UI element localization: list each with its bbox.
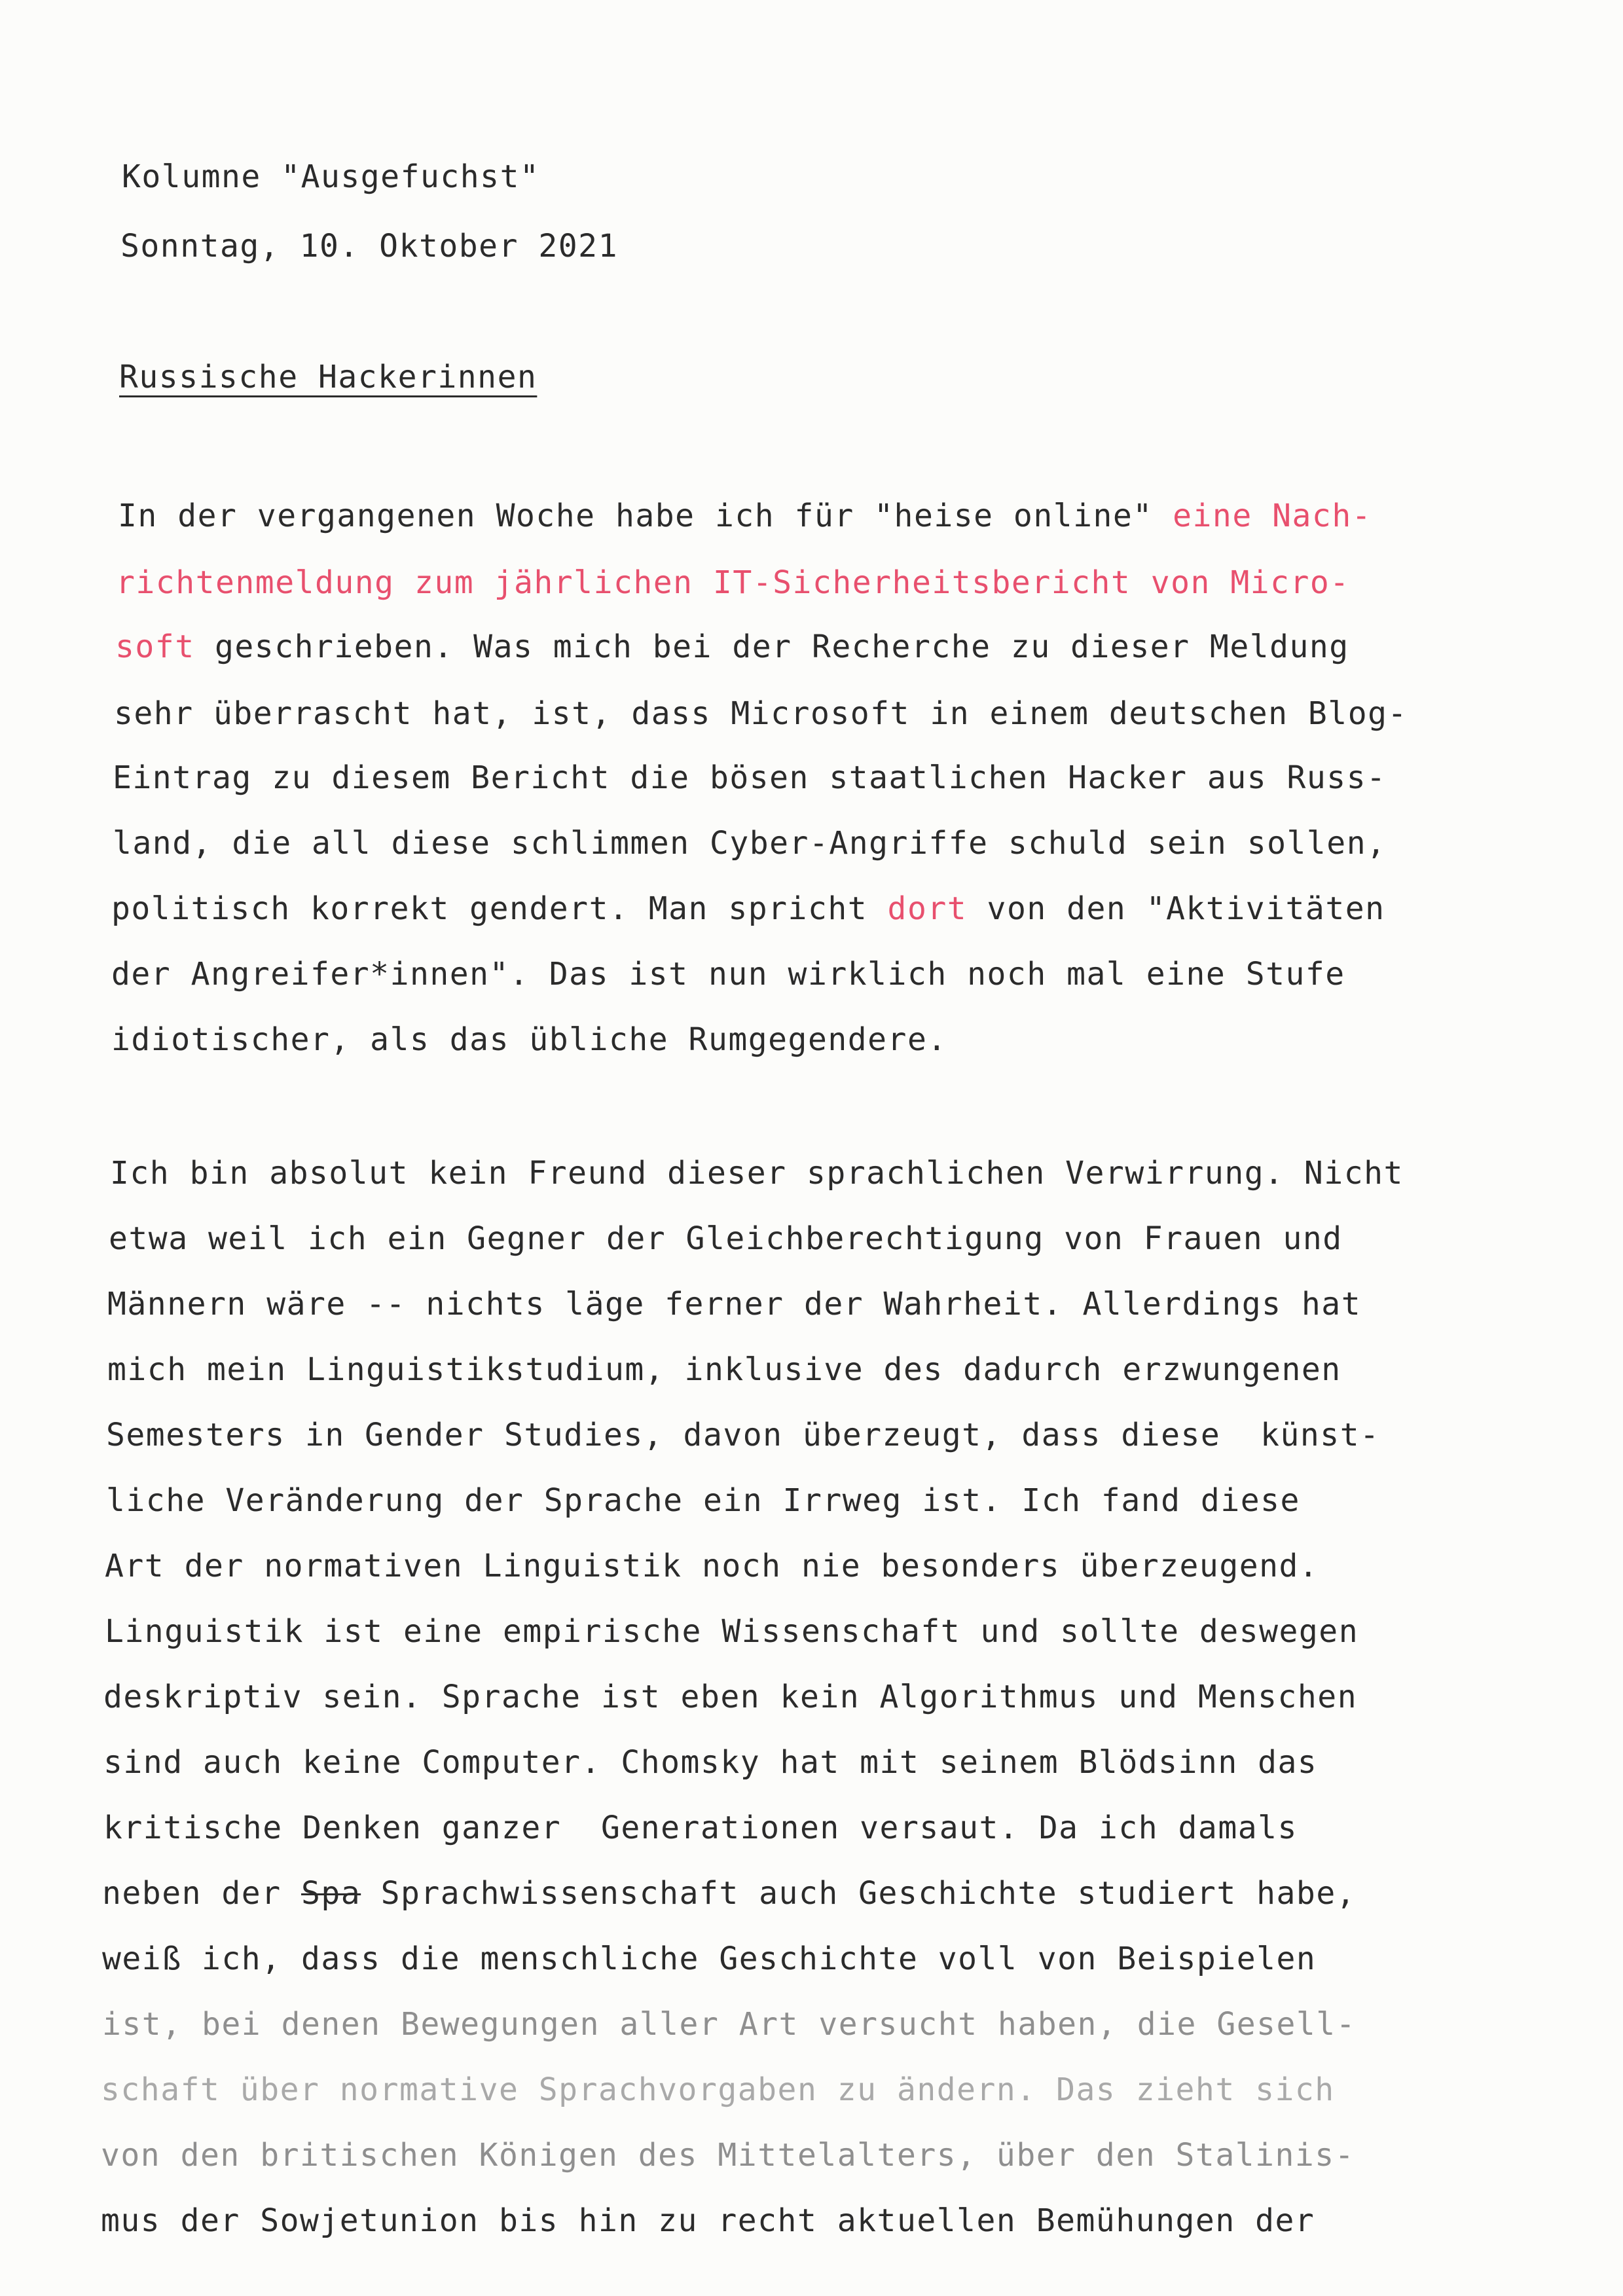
p2-line-9: deskriptiv sein. Sprache ist eben kein Algorithmus und Menschen bbox=[103, 1679, 1358, 1715]
p2-line-10: sind auch keine Computer. Chomsky hat mit seinem Blödsinn das bbox=[103, 1744, 1318, 1781]
p1-line-4: sehr überrascht hat, ist, dass Microsoft in einem deutschen Blog- bbox=[114, 695, 1408, 732]
p2-line-3: Männern wäre -- nichts läge ferner der Wahrheit. Allerdings hat bbox=[107, 1286, 1362, 1322]
column-date: Sonntag, 10. Oktober 2021 bbox=[120, 228, 618, 264]
p1-line-7-text-c: von den "Aktivitäten bbox=[967, 890, 1385, 927]
p2-line-13: weiß ich, dass die menschliche Geschichte voll von Beispielen bbox=[102, 1941, 1317, 1977]
p2-line-6: liche Veränderung der Sprache ein Irrweg ist. Ich fand diese bbox=[106, 1482, 1300, 1519]
struck-out-typo: Spa bbox=[301, 1875, 361, 1912]
p1-line-9: idiotischer, als das übliche Rumgegendere. bbox=[111, 1021, 947, 1058]
p2-line-12-text-c: Sprachwissenschaft auch Geschichte studiert habe, bbox=[361, 1875, 1357, 1912]
p1-line-3 bbox=[115, 627, 1349, 666]
p2-line-5: Semesters in Gender Studies, davon überzeugt, dass diese künst- bbox=[106, 1417, 1380, 1453]
article-title: Russische Hackerinnen bbox=[119, 359, 538, 395]
p2-line-17: mus der Sowjetunion bis hin zu recht aktuellen Bemühungen der bbox=[101, 2202, 1315, 2239]
p1-line-8: der Angreifer*innen". Das ist nun wirklich noch mal eine Stufe bbox=[111, 956, 1345, 993]
p1-line-1-text: In der vergangenen Woche habe ich für "heise online" bbox=[118, 498, 1173, 534]
p2-line-16: von den britischen Königen des Mittelalters, über den Stalinis- bbox=[101, 2137, 1355, 2174]
p2-line-4: mich mein Linguistikstudium, inklusive des dadurch erzwungenen bbox=[107, 1351, 1341, 1388]
p2-line-7: Art der normativen Linguistik noch nie besonders überzeugend. bbox=[105, 1548, 1319, 1584]
p1-line-7 bbox=[111, 889, 1385, 928]
blog-entry-link[interactable]: dort bbox=[887, 890, 968, 927]
column-name: Kolumne "Ausgefuchst" bbox=[122, 158, 540, 195]
p2-line-1: Ich bin absolut kein Freund dieser sprachlichen Verwirrung. Nicht bbox=[110, 1155, 1404, 1192]
p2-line-11: kritische Denken ganzer Generationen versaut. Da ich damals bbox=[103, 1810, 1298, 1846]
p2-line-15: schaft über normative Sprachvorgaben zu ändern. Das zieht sich bbox=[101, 2071, 1335, 2108]
p1-line-1 bbox=[118, 496, 1372, 536]
p1-line-7-text-a: politisch korrekt gendert. Man spricht bbox=[111, 890, 888, 927]
p2-line-14: ist, bei denen Bewegungen aller Art versucht haben, die Gesell- bbox=[102, 2006, 1357, 2043]
p1-line-6: land, die all diese schlimmen Cyber-Angriffe schuld sein sollen, bbox=[113, 825, 1387, 862]
p2-line-12 bbox=[102, 1874, 1356, 1913]
p1-line-5: Eintrag zu diesem Bericht die bösen staatlichen Hacker aus Russ- bbox=[113, 759, 1387, 796]
p1-line-3-text: geschrieben. Was mich bei der Recherche zu dieser Meldung bbox=[194, 629, 1349, 665]
p2-line-12-text-a: neben der bbox=[102, 1875, 301, 1912]
p2-line-2: etwa weil ich ein Gegner der Gleichberechtigung von Frauen und bbox=[109, 1220, 1343, 1257]
news-report-link-start[interactable]: eine Nach- bbox=[1173, 498, 1372, 534]
news-report-link-middle[interactable]: richtenmeldung zum jährlichen IT-Sicherheitsbericht von Micro- bbox=[116, 564, 1350, 601]
news-report-link-end[interactable]: soft bbox=[115, 629, 195, 665]
p2-line-8: Linguistik ist eine empirische Wissenschaft und sollte deswegen bbox=[105, 1613, 1359, 1650]
